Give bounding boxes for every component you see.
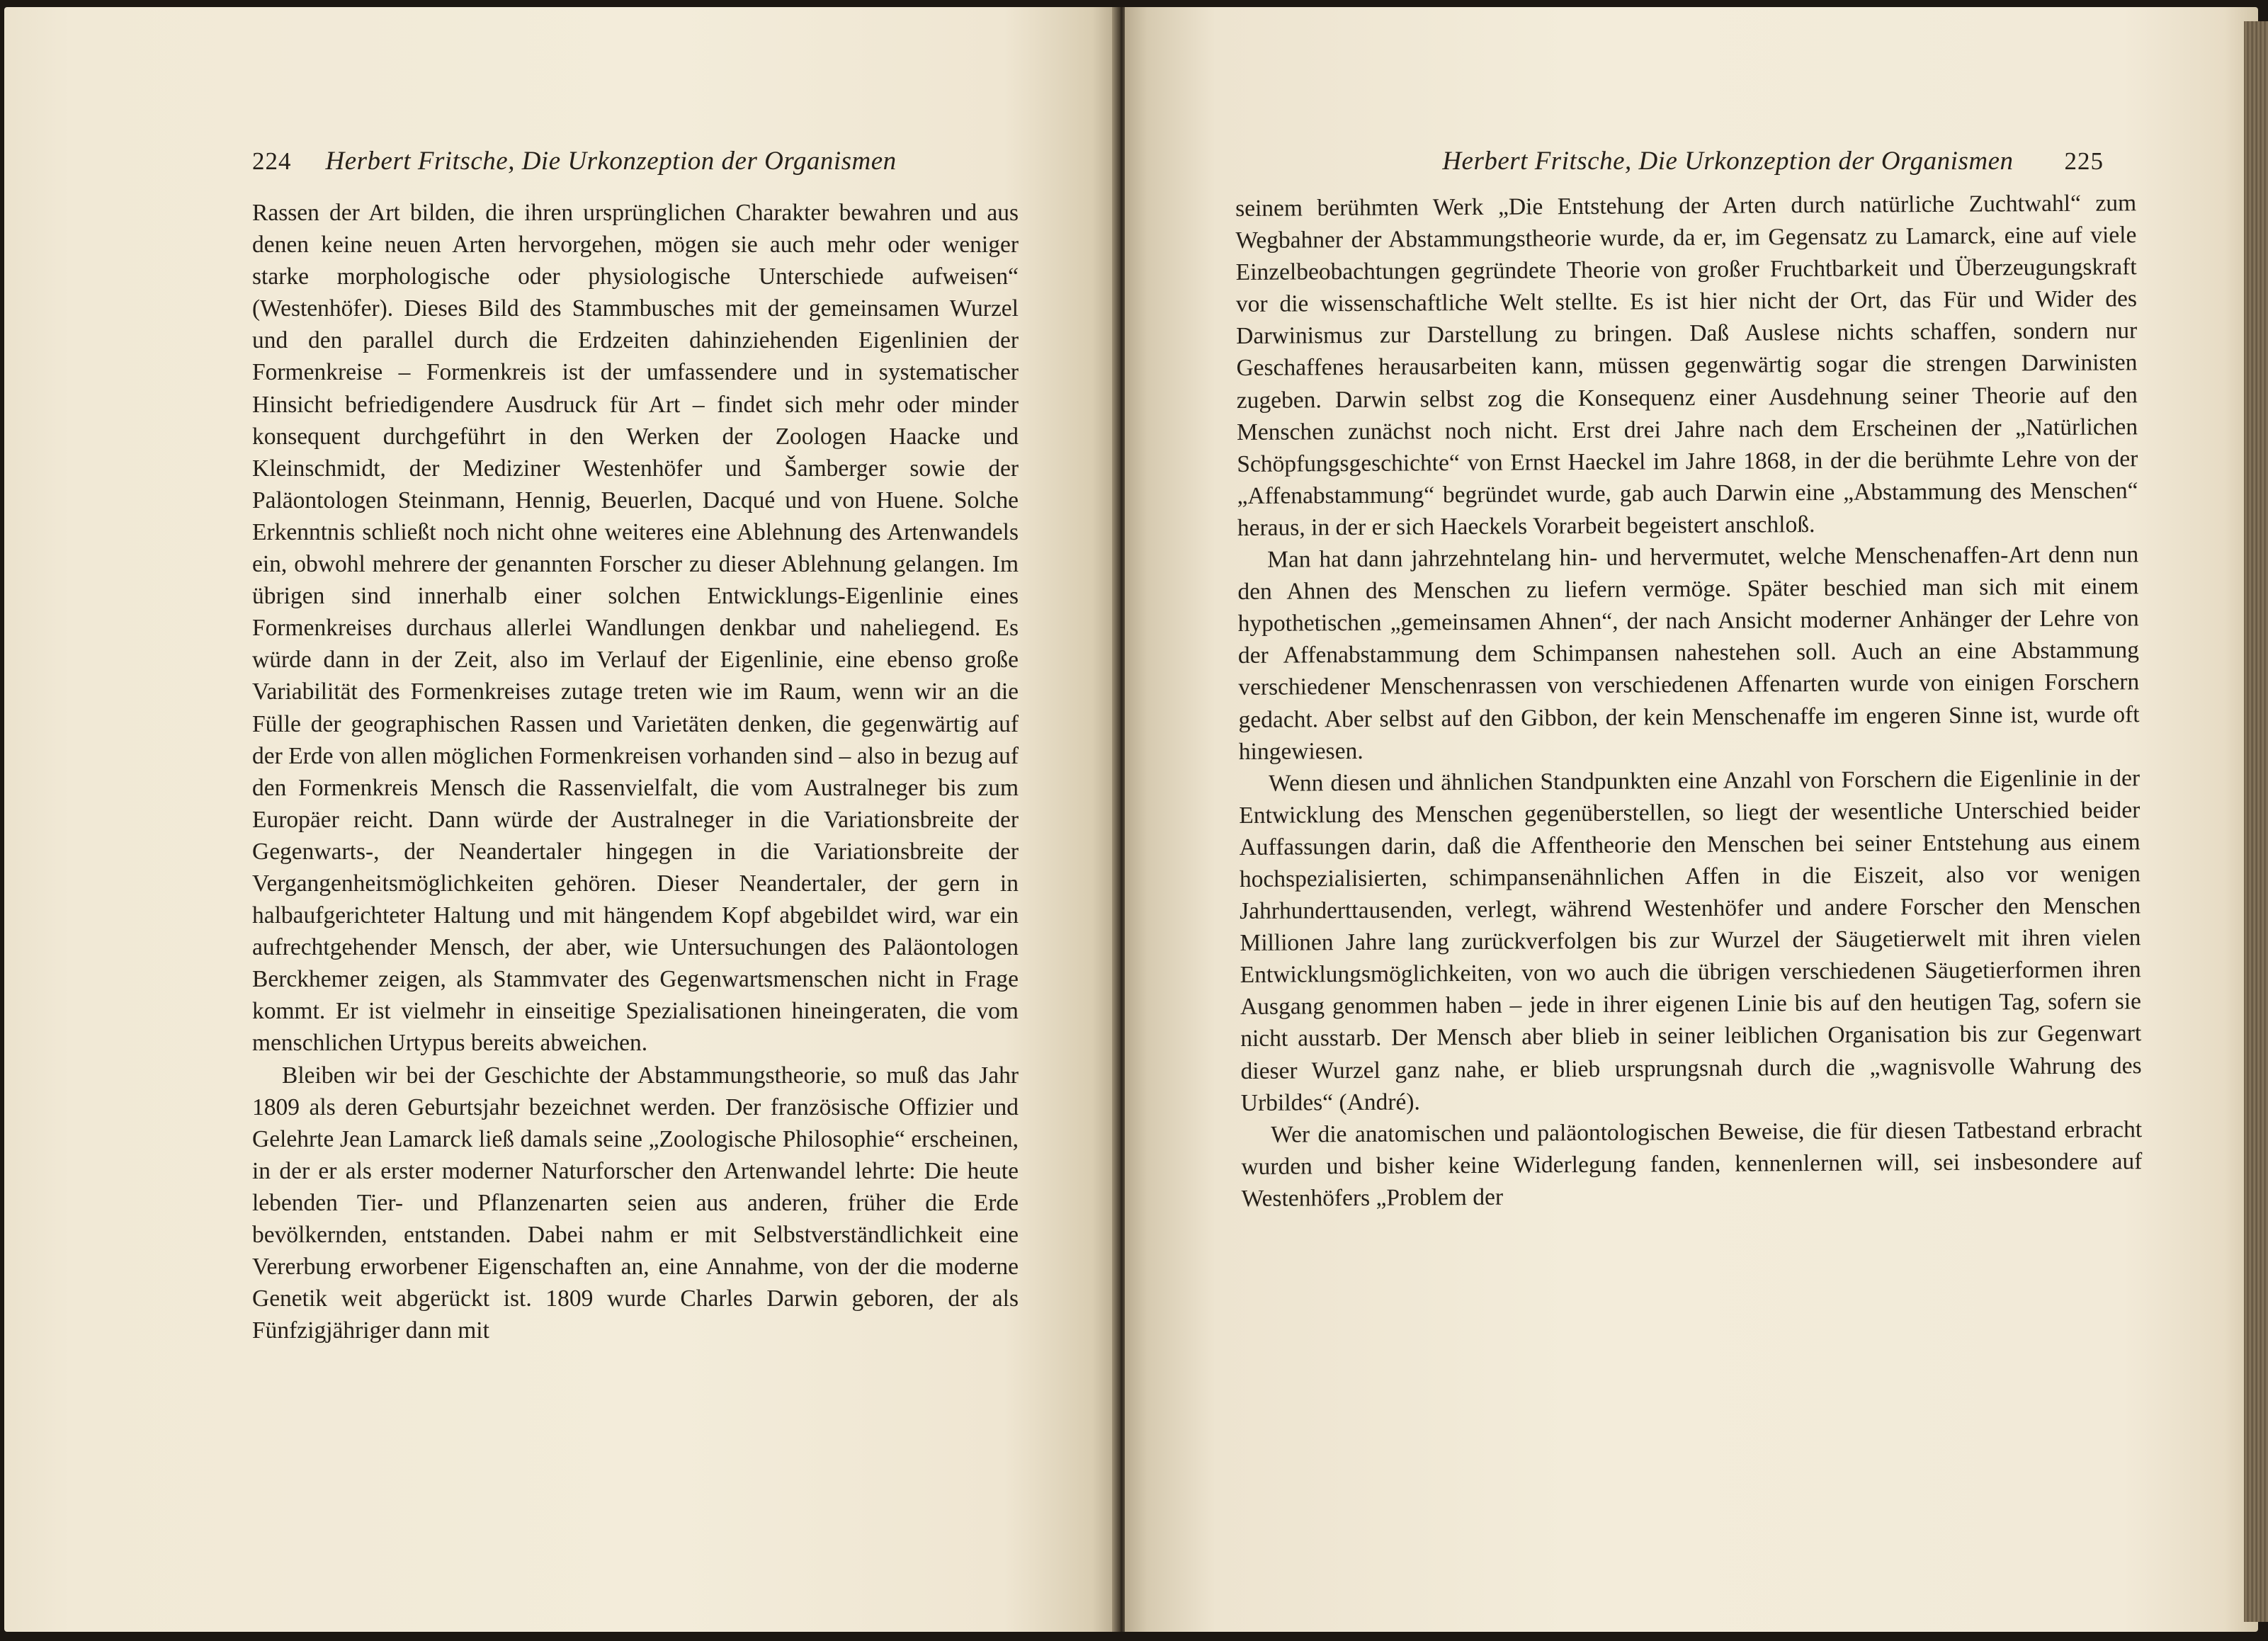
page-number: 225 <box>2064 147 2104 175</box>
left-page-header <box>252 140 1017 183</box>
running-title: Herbert Fritsche, Die Urkonzeption der Organismen <box>325 147 897 176</box>
paragraph: Wenn diesen und ähnlichen Standpunkten eine Anzahl von Forschern die Eigenlinie in der Entwicklung des Menschen gegenüberstellen, so liegt der wesentliche Unterschied beider Auffassungen darin, daß die Affentheorie den Menschen bei seiner Entstehung aus einem hochspezialisierten, schimpansenähnlichen Affen in die Eiszeit, also vor wenigen Jahrhunderttausenden, verlegt, während Westenhöfer und andere Forscher den Menschen Millionen Jahre lang zurückverfolgen bis zur Wurzel der Säugetierwelt mit ihren vielen Entwicklungsmöglichkeiten, von wo auch die übrigen verschiedenen Säugetierformen ihren Ausgang genommen haben – jede in ihrer eigenen Linie bis auf den heutigen Tag, sofern sie nicht ausstarb. Der Mensch aber blieb in seiner leiblichen Organisation bis zur Gegenwart dieser Wurzel ganz nahe, er blieb ursprungsnah durch die „wagnisvolle Wahrung des Urbildes“ (André). <box>1239 764 2142 1116</box>
paragraph: Wer die anatomischen und paläontologischen Beweise, die für diesen Tatbestand erbracht wurden und bisher keine Widerlegung fanden, kennenlernen will, sei insbesondere auf Westenhöfers „Problem der <box>1241 1115 2143 1212</box>
right-page-body <box>1235 187 2143 1215</box>
paragraph: Man hat dann jahrzehntelang hin- und hervermutet, welche Menschenaffen-Art denn nun den Ahnen des Menschen zu liefern vermöge. Später beschied man sich mit einem hypothetischen „gemeinsamen Ahnen“, der nach Ansicht moderner Anhänger der Lehre von der Affenabstammung dem Schimpansen nahestehen soll. Auch an eine Abstammung verschiedener Menschenrassen von verschiedenen Affenarten wurde von einigen Forschern gedacht. Aber selbst auf den Gibbon, der kein Menschenaffe im engeren Sinne ist, wurde oft hingewiesen. <box>1237 541 2140 765</box>
right-page <box>1125 7 2258 1632</box>
right-page-header <box>1339 140 2104 183</box>
paragraph: seinem berühmten Werk „Die Entstehung der Arten durch natürliche Zuchtwahl“ zum Wegbahner der Abstammungstheorie wurde, da er, im Gegensatz zu Lamarck, eine auf viele Einzelbeobachtungen gegründete Theorie von großer Fruchtbarkeit und Überzeugungskraft vor die wissenschaftliche Welt stellte. Es ist hier nicht der Ort, das Für und Wider des Darwinismus zur Darstellung zu bringen. Daß Auslese nichts schaffen, sondern nur Geschaffenes herausarbeiten kann, müssen gegenwärtig sogar die strengen Darwinisten zugeben. Darwin selbst zog die Konsequenz einer Ausdehnung seiner Theorie auf den Menschen zunächst noch nicht. Erst drei Jahre nach dem Erscheinen der „Natürlichen Schöpfungsgeschichte“ von Ernst Haeckel im Jahre 1868, in der die berühmte Lehre von der „Affenabstammung“ begründet wurde, gab auch Darwin eine „Abstammung des Menschen“ heraus, in der er sich Haeckels Vorarbeit begeistert anschloß. <box>1235 190 2138 541</box>
left-page-body <box>252 197 1019 1346</box>
page-number: 224 <box>252 147 292 175</box>
page-edges <box>2244 21 2268 1622</box>
paragraph: Rassen der Art bilden, die ihren ursprünglichen Charakter bewahren und aus denen keine neuen Arten hervorgehen, mögen sie auch mehr oder weniger starke morphologische oder physiologische Unterschiede aufweisen“ (Westenhöfer). Dieses Bild des Stammbusches mit der gemeinsamen Wurzel und den parallel durch die Erdzeiten dahinziehenden Eigenlinien der Formenkreise – Formenkreis ist der umfassendere und in systematischer Hinsicht befriedigendere Ausdruck für Art – findet sich mehr oder minder konsequent durchgeführt in den Werken der Zoologen Haacke und Kleinschmidt, der Mediziner Westenhöfer und Šamberger sowie der Paläontologen Steinmann, Hennig, Beuerlen, Dacqué und von Huene. Solche Erkenntnis schließt noch nicht ohne weiteres eine Ablehnung des Artenwandels ein, obwohl mehrere der genannten Forscher zu dieser Ablehnung gelangen. Im übrigen sind innerhalb einer solchen Entwicklungs-Eigenlinie eines Formenkreises durchaus allerlei Wandlungen denkbar und naheliegend. Es würde dann in der Zeit, also im Verlauf der Eigenlinie, eine ebenso große Variabilität des Formenkreises zutage treten wie im Raum, wenn wir an die Fülle der geographischen Rassen und Varietäten denken, die gegenwärtig auf der Erde von allen möglichen Formenkreisen vorhanden sind – also in bezug auf den Formenkreis Mensch die Rassenvielfalt, die vom Australneger bis zum Europäer reicht. Dann würde der Australneger in die Variationsbreite der Gegenwarts-, der Neandertaler hingegen in die Variationsbreite der Vergangenheitsmöglichkeiten gehören. Dieser Neandertaler, der gern in halbaufgerichteter Haltung und mit hängendem Kopf abgebildet wird, war ein aufrechtgehender Mensch, der aber, wie Untersuchungen des Paläontologen Berckhemer zeigen, als Stammvater des Gegenwartsmenschen nicht in Frage kommt. Er ist vielmehr in einseitige Spezialisationen hineingeraten, die vom menschlichen Urtypus bereits abweichen. <box>252 200 1019 1057</box>
left-page <box>4 7 1115 1632</box>
paragraph: Bleiben wir bei der Geschichte der Abstammungstheorie, so muß das Jahr 1809 als deren Geburtsjahr bezeichnet werden. Der französische Offizier und Gelehrte Jean Lamarck ließ damals seine „Zoologische Philosophie“ erscheinen, in der er als erster moderner Naturforscher den Artenwandel lehrte: Die heute lebenden Tier- und Pflanzenarten seien aus anderen, früher die Erde bevölkernden, entstanden. Dabei nahm er mit Selbstverständlichkeit eine Vererbung erworbener Eigenschaften an, eine Annahme, von der die moderne Genetik weit abgerückt ist. 1809 wurde Charles Darwin geboren, der als Fünfzigjähriger dann mit <box>252 1062 1019 1344</box>
running-title: Herbert Fritsche, Die Urkonzeption der Organismen <box>1442 147 2014 176</box>
